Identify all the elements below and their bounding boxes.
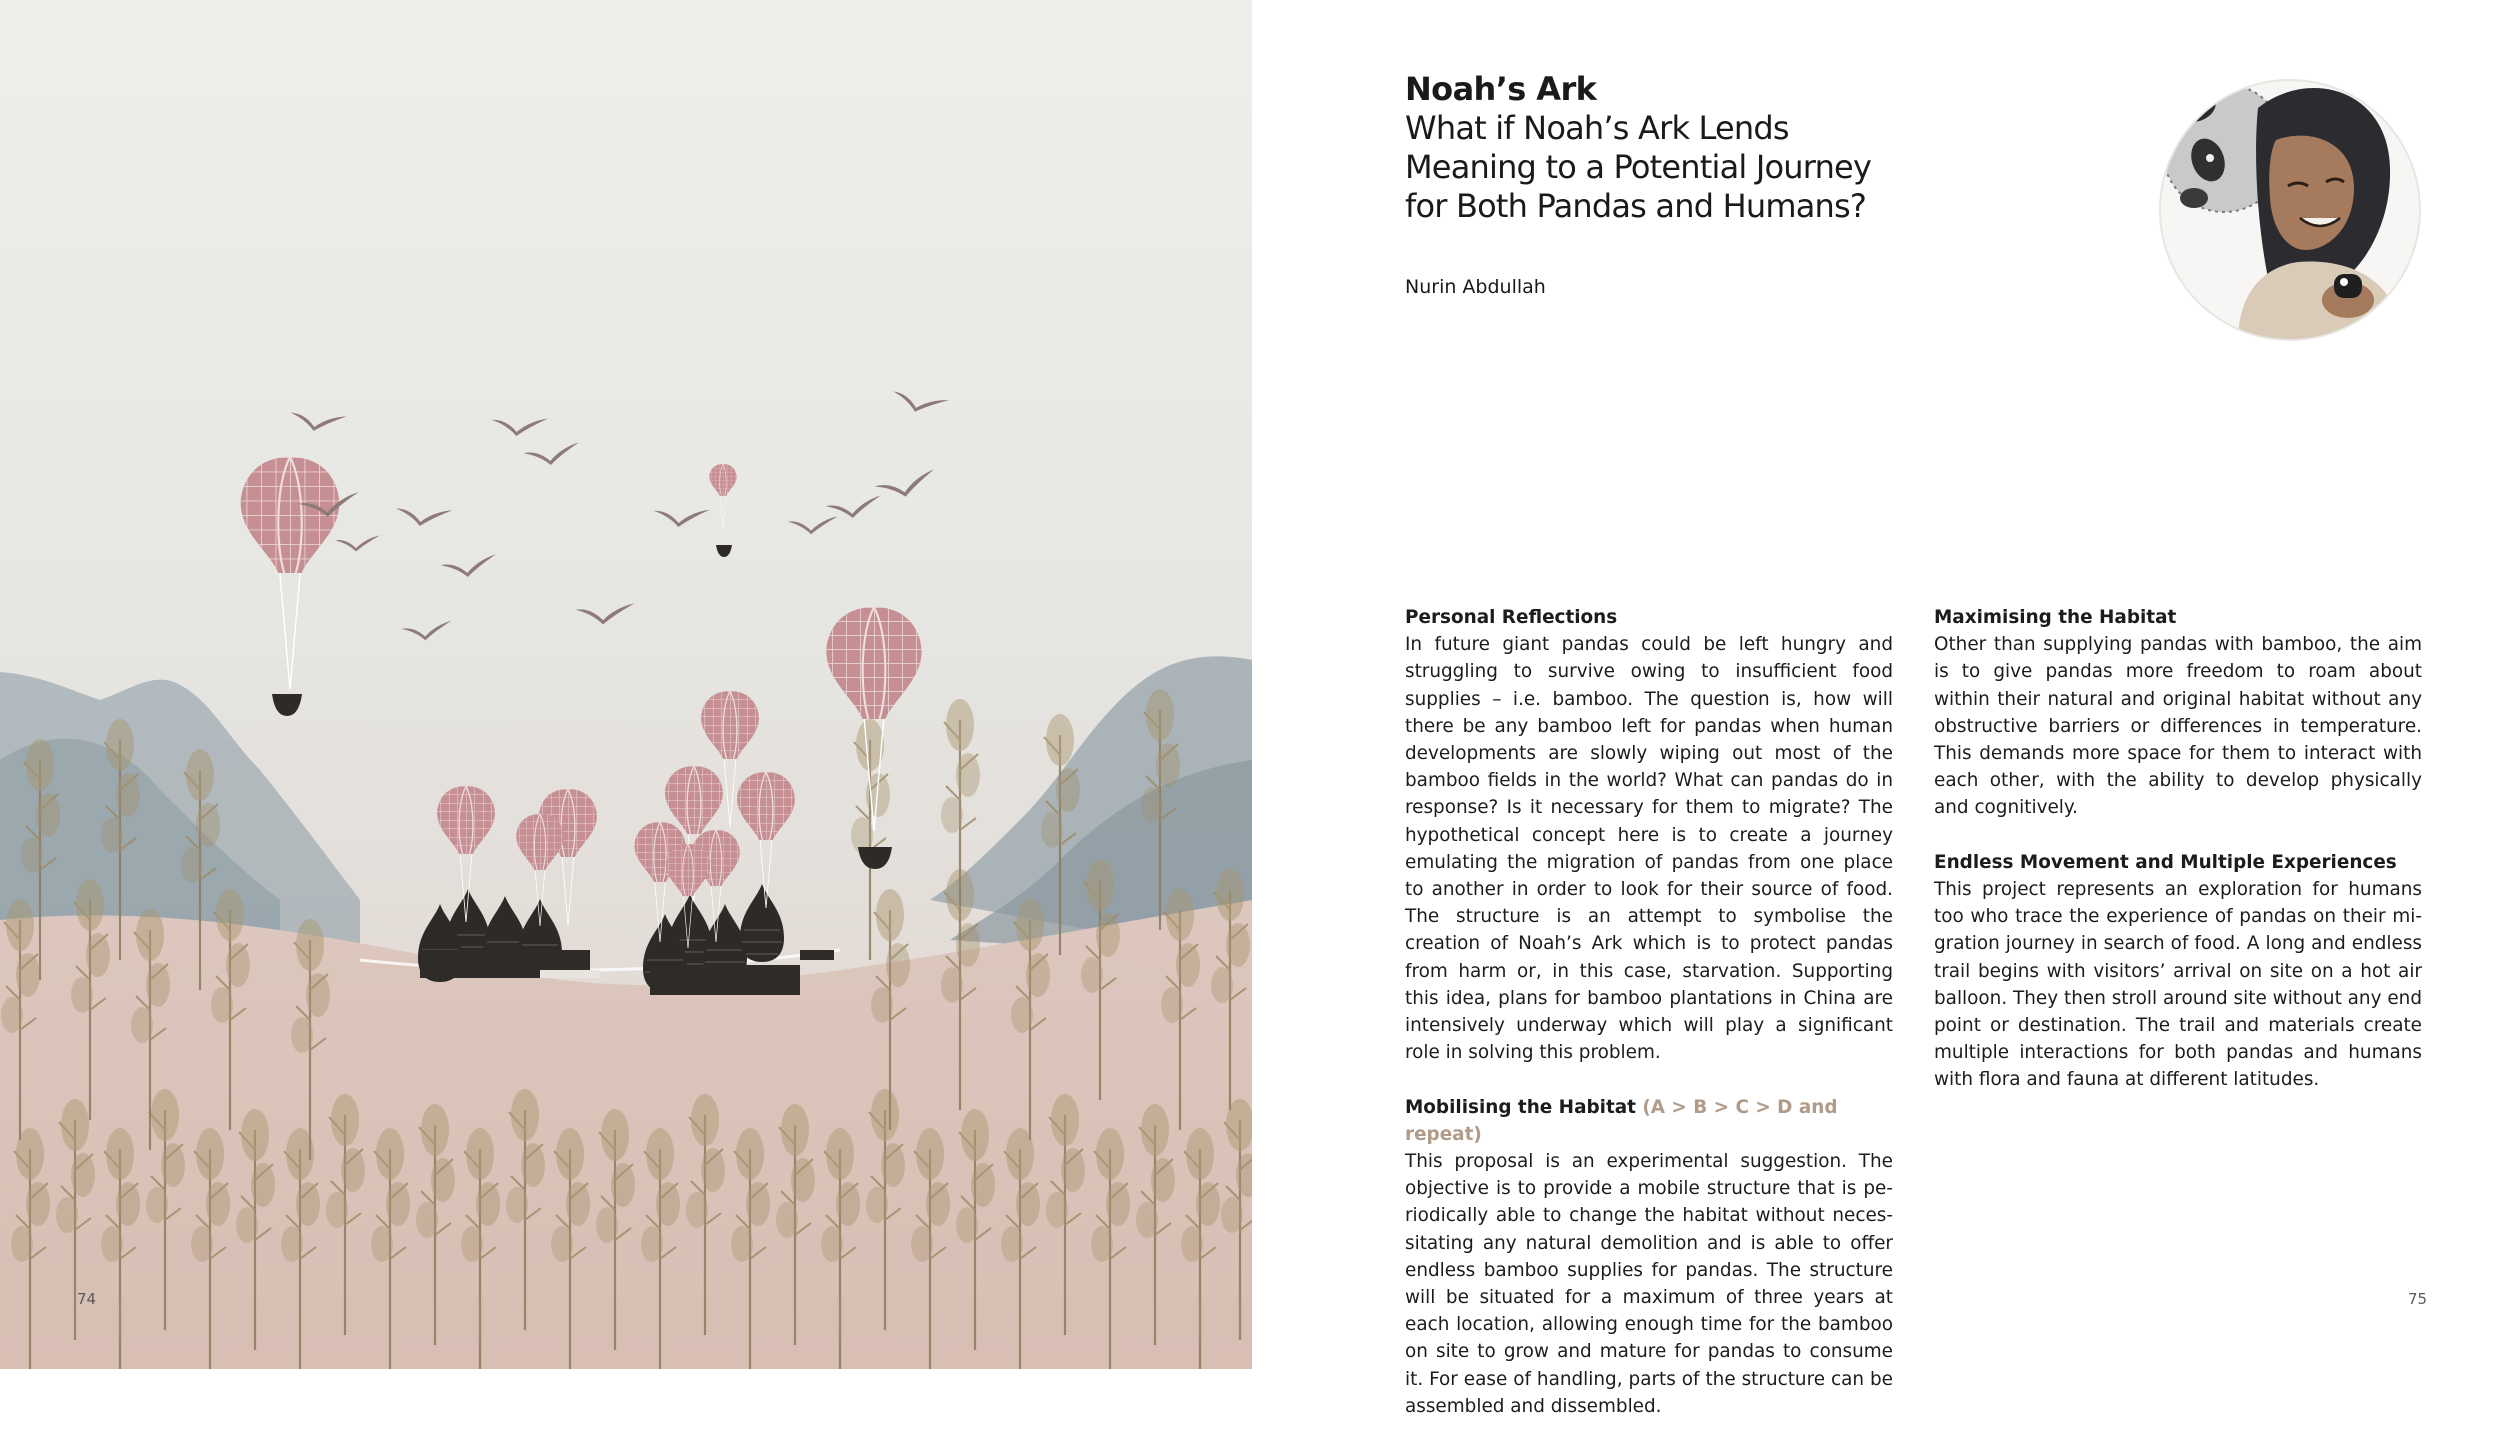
section-personal-reflections xyxy=(1405,604,1893,1066)
page-number-left: 74 xyxy=(77,1290,97,1308)
article-subtitle-line: Meaning to a Potential Journey xyxy=(1405,148,1872,186)
page-number-right: 75 xyxy=(2408,1290,2428,1308)
section-body: Other than supplying pandas with bamboo, the aim is to give pandas more freedom to roam about within their natural and original habitat without any obstructive barriers or differences in temperature. This demands more space for them to interact with each other, with the ability to develop physically and cognitively. xyxy=(1934,634,2422,819)
section-heading-row xyxy=(1405,1094,1893,1148)
article-heading xyxy=(1405,70,1965,226)
author-name: Nurin Abdullah xyxy=(1405,276,1546,298)
section-mobilising-habitat xyxy=(1405,1094,1893,1420)
section-body: This project represents an exploration for humans too who trace the experience of pandas on their migration journey in search of food. A long and endless trail begins with visitors’ arrival on site on a hot air balloon. They then stroll around site without any end point or destination. The trail and materials create multiple interactions for both pandas and humans with flora and fauna at different latitudes. xyxy=(1934,879,2422,1091)
section-heading: Maximising the Habitat xyxy=(1934,607,2177,628)
section-body: This proposal is an experimental suggestion. The objective is to provide a mobile structure that is periodically able to change the habitat without necessitating any natural demolition and is able to offer endless bamboo supplies for pandas. The structure will be situated for a maximum of three years at each location, allowing enough time for the bamboo on site to grow and mature for pandas to consume it. For ease of handling, parts of the structure can be assembled and dissembled. xyxy=(1405,1151,1893,1417)
section-heading: Personal Reflections xyxy=(1405,607,1618,628)
article-subtitle-line: for Both Pandas and Humans? xyxy=(1405,187,1867,225)
portrait-illustration xyxy=(2158,78,2422,342)
text-column-right xyxy=(1934,604,2422,1121)
text-column-left xyxy=(1405,604,1893,1447)
section-body: In future giant pandas could be left hungry and struggling to survive owing to insufficient food supplies – i.e. bamboo. The question is, how will there be any bamboo left for pandas when human developments are slowly wiping out most of the bamboo fields in the world? What can pandas do in response? Is it necessary for them to migrate? The hypothetical concept here is to create a journey emulating the migration of pandas from one place to another in order to look for their source of food. The structure is an attempt to symbolise the creation of Noah’s Ark which is to protect pandas from harm or, in this case, starvation. Supporting this idea, plans for bamboo plantations in China are intensively underway which will play a significant role in solving this problem. xyxy=(1405,634,1893,1064)
article-subtitle-line: What if Noah’s Ark Lends xyxy=(1405,109,1789,147)
section-maximising-habitat xyxy=(1934,604,2422,822)
article-title: Noah’s Ark xyxy=(1405,70,1597,108)
section-heading: Endless Movement and Multiple Experiences xyxy=(1934,851,2397,873)
sequence-tag: (A > B > C > D and repeat) xyxy=(1405,1096,1838,1145)
illustration-noahs-ark xyxy=(0,0,1252,1369)
section-endless-movement xyxy=(1934,849,2422,1094)
section-heading: Mobilising the Habitat xyxy=(1405,1096,1636,1118)
